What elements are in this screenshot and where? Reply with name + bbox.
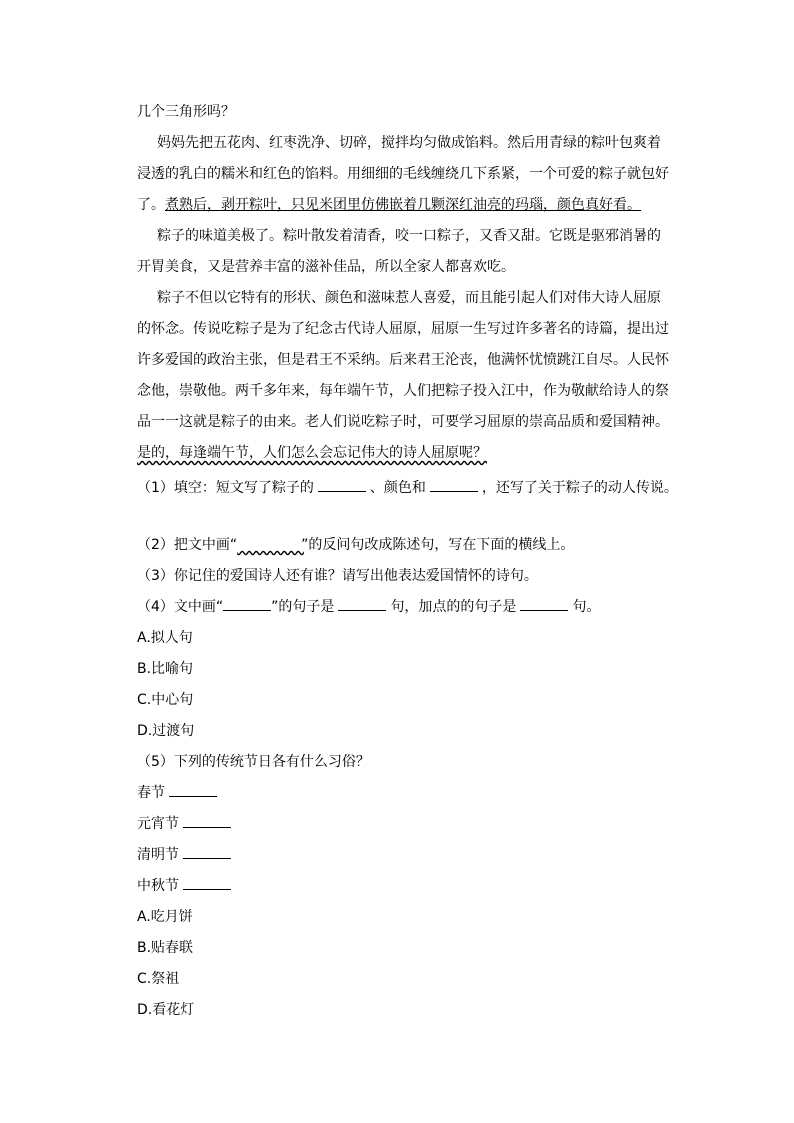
document-content [137, 100, 678, 1029]
answer-blank[interactable] [520, 596, 568, 611]
festival-label: 元宵节 [137, 816, 179, 832]
festival-row [137, 874, 667, 905]
option: C.祭祖 [137, 971, 180, 987]
q1-text: （1）填空：短文写了粽子的 [137, 480, 314, 496]
question-3: （3）你记住的爱国诗人还有谁？请写出他表达爱国情怀的诗句。 [137, 568, 538, 584]
option: A.吃月饼 [137, 909, 193, 925]
festival-label: 中秋节 [137, 878, 179, 894]
answer-blank[interactable] [169, 782, 217, 797]
text: 了。 [137, 197, 165, 213]
passage-line: 粽子的味道美极了。粽叶散发着清香，咬一口粽子，又香又甜。它既是驱邪消暑的 [157, 228, 661, 244]
passage-line: 许多爱国的政治主张，但是君王不采纳。后来君王沦丧，他满怀忧愤跳江自尽。人民怀 [137, 352, 669, 368]
q4-text: 句，加点的的句子是 [390, 599, 517, 615]
question-1 [137, 476, 678, 507]
option: C.中心句 [137, 692, 194, 708]
q4-text: 句。 [572, 599, 601, 615]
underline-sample [223, 596, 271, 611]
passage-line: 浸透的乳白的糯米和红色的馅料。用细细的毛线缠绕几下系紧，一个可爱的粽子就包好 [137, 166, 669, 182]
wavy-blank [237, 533, 301, 547]
option: B.比喻句 [137, 661, 194, 677]
answer-blank[interactable] [338, 596, 386, 611]
answer-blank[interactable] [183, 844, 231, 859]
passage-line: 念他，崇敬他。两千多年来，每年端午节，人们把粽子投入江中，作为敬献给诗人的祭 [137, 383, 669, 399]
passage-line: 的怀念。传说吃粽子是为了纪念古代诗人屈原，屈原一生写过许多著名的诗篇，提出过 [137, 321, 669, 337]
passage-line [137, 441, 667, 472]
q4-text: ”的句子是 [271, 599, 335, 615]
q4-text: （4）文中画“ [137, 599, 224, 615]
passage-line [137, 193, 667, 224]
answer-blank[interactable] [318, 477, 366, 492]
question-2 [137, 533, 667, 564]
passage-line: 几个三角形吗？ [137, 104, 235, 120]
question-5: （5）下列的传统节日各有什么习俗？ [137, 754, 370, 770]
passage-line: 品一一这就是粽子的由来。老人们说吃粽子时，可要学习屈原的崇高品质和爱国精神。 [137, 414, 669, 430]
festival-row [137, 781, 667, 812]
festival-label: 清明节 [137, 847, 179, 863]
answer-blank[interactable] [183, 813, 231, 828]
option: B.贴春联 [137, 940, 194, 956]
q2-text: （2）把文中画“ [137, 537, 238, 553]
festival-row [137, 812, 667, 843]
option: D.看花灯 [137, 1002, 195, 1018]
option: D.过渡句 [137, 723, 195, 739]
q2-text: ”的反问句改成陈述句，写在下面的横线上。 [301, 537, 575, 553]
underlined-sentence: 煮熟后，剥开粽叶，只见米团里仿佛嵌着几颗深红油亮的玛瑙，颜色真好看。 [165, 197, 641, 213]
question-4 [137, 595, 667, 626]
answer-blank[interactable] [430, 477, 478, 492]
wavy-underlined-sentence: 是的，每逢端午节，人们怎么会忘记伟大的诗人屈原呢？ [137, 445, 487, 461]
festival-row [137, 843, 667, 874]
passage-line: 开胃美食，又是营养丰富的滋补佳品，所以全家人都喜欢吃。 [137, 259, 515, 275]
answer-blank[interactable] [183, 875, 231, 890]
q1-text: ，还写了关于粽子的动人传说。 [481, 480, 678, 496]
option: A.拟人句 [137, 630, 193, 646]
festival-label: 春节 [137, 785, 165, 801]
q1-text: 、颜色和 [369, 480, 426, 496]
passage-line: 妈妈先把五花肉、红枣洗净、切碎，搅拌均匀做成馅料。然后用青绿的粽叶包爽着 [157, 135, 661, 151]
passage-line: 粽子不但以它特有的形状、颜色和滋味惹人喜爱，而且能引起人们对伟大诗人屈原 [157, 290, 661, 306]
